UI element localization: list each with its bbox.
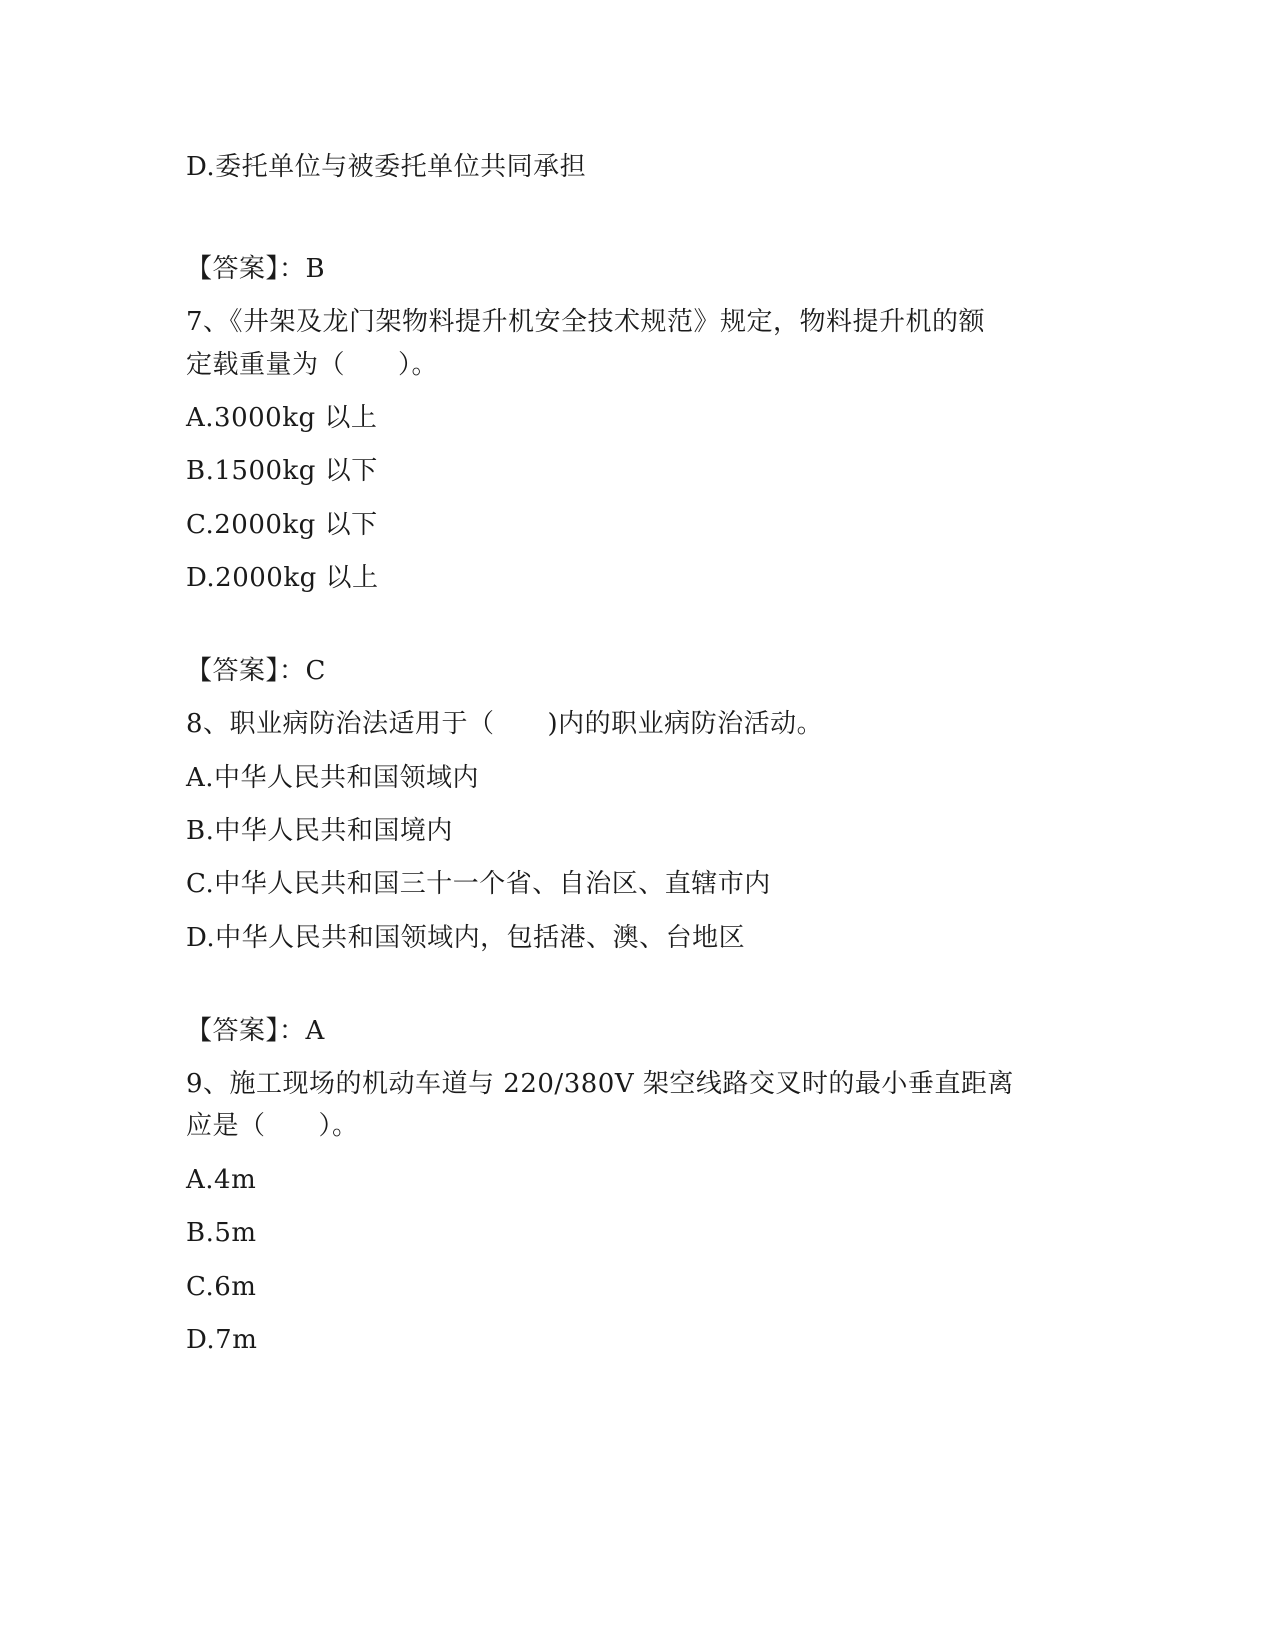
q7-stem-line1: 7、《井架及龙门架物料提升机安全技术规范》规定，物料提升机的额: [186, 307, 986, 337]
q8-option-c: C.中华人民共和国三十一个省、自治区、直辖市内: [186, 869, 771, 899]
q7-option-d: D.2000kg 以上: [186, 563, 379, 593]
q8-option-b: B.中华人民共和国境内: [186, 816, 453, 846]
q7-option-c: C.2000kg 以下: [186, 510, 378, 540]
q7-answer: 【答案】：C: [186, 656, 326, 686]
q6-option-d: D.委托单位与被委托单位共同承担: [186, 152, 587, 182]
q7-stem-line2: 定载重量为（ ）。: [186, 350, 439, 380]
q8-stem-line1: 8、职业病防治法适用于（ )内的职业病防治活动。: [186, 709, 824, 739]
q8-option-a: A.中华人民共和国领域内: [186, 763, 480, 793]
q7-option-a: A.3000kg 以上: [186, 403, 378, 433]
q8-answer: 【答案】：A: [186, 1016, 325, 1046]
q9-option-d: D.7m: [186, 1325, 258, 1355]
q7-option-b: B.1500kg 以下: [186, 456, 378, 486]
q6-answer: 【答案】：B: [186, 254, 326, 284]
q9-stem-line1: 9、施工现场的机动车道与 220/380V 架空线路交叉时的最小垂直距离: [186, 1069, 1014, 1099]
q9-option-b: B.5m: [186, 1218, 257, 1248]
q9-stem-line2: 应是（ ）。: [186, 1111, 359, 1141]
q9-option-c: C.6m: [186, 1272, 257, 1302]
q9-option-a: A.4m: [186, 1165, 257, 1195]
q8-option-d: D.中华人民共和国领域内，包括港、澳、台地区: [186, 923, 746, 953]
